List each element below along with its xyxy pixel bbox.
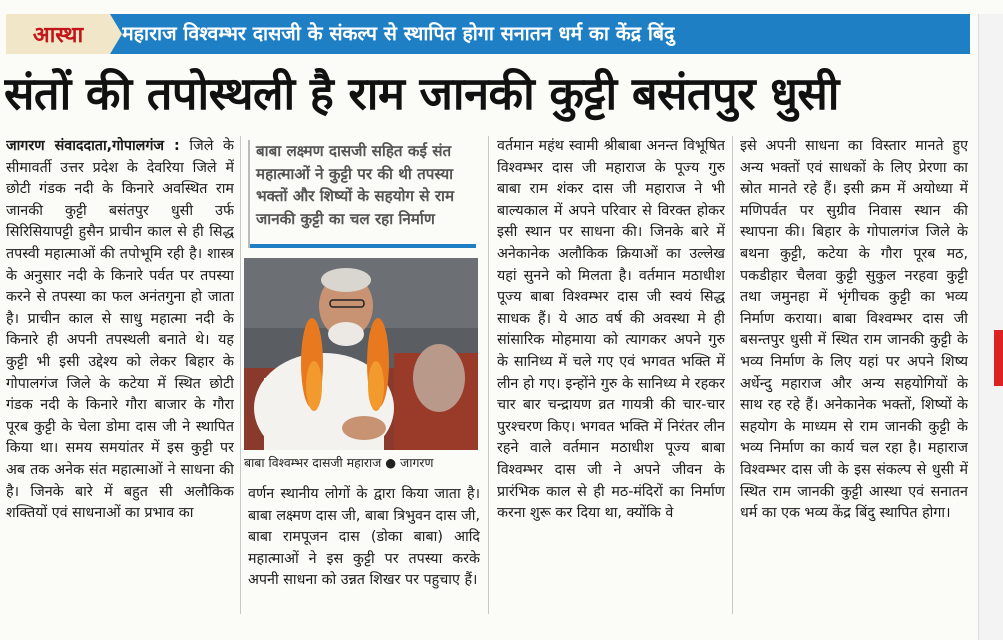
column-divider — [240, 136, 241, 614]
article-photo — [244, 258, 478, 450]
dateline: जागरण संवाददाता,गोपालगंज : — [6, 138, 180, 154]
column-4-text: इसे अपनी साधना का विस्तार मानते हुए अन्य भक्तों एवं साधकों के लिए प्रेरणा का स्रोत मानते रहे हैं। इसी क्रम में अयोध्या में मणिपर्वत पर सुग्रीव निवास स्थान की स्थापना की। बिहार के गोपालगंज जिले के बथना कुट्टी, कटेया के गौरा पूरब मठ, पकडीहार चैलवा कुट्टी सुकुल नरहवा कुट्टी तथा जमुनहा में भृंगीचक कुट्टी का भव्य निर्माण कराया। बाबा विश्वम्भर दास जी बसन्तपुर धुसी में स्थित राम जानकी कुट्टी के भव्य निर्माण के लिए यहां पर अपने शिष्य अर्धेन्दु महाराज और अन्य सहयोगियों के साथ रह रहे हैं। अनेकानेक भक्तों, शिष्यों के सहयोग के माध्यम से राम जानकी कुट्टी के भव्य निर्माण का कार्य चल रहा है। महाराज विश्वम्भर दास जी के इस संकल्प से धुसी में स्थित राम जानकी कुट्टी आस्था एवं सनातन धर्म का एक भव्य केंद्र बिंदु स्थापित होगा। — [740, 138, 968, 522]
headline: संतों की तपोस्थली है राम जानकी कुट्टी बसंतपुर धुसी — [4, 67, 839, 120]
photo-caption: बाबा विश्वम्भर दासजी महाराज ● जागरण — [244, 455, 434, 470]
column-divider — [732, 136, 733, 614]
article-column-1 — [6, 136, 234, 616]
adjacent-page-edge — [978, 14, 1003, 640]
kicker-text: महाराज विश्वम्भर दासजी के संकल्प से स्थापित होगा सनातन धर्म का केंद्र बिंदु — [122, 22, 675, 45]
pull-quote-rule — [250, 244, 476, 248]
article-column-4 — [740, 136, 968, 616]
column-3-text: वर्तमान महंथ स्वामी श्रीबाबा अनन्त विभूषित विश्वम्भर दास जी महाराज के पूज्य गुरु बाबा राम शंकर दास जी महाराज ने भी बाल्यकाल में अपने परिवार से विरक्त होकर इसी स्थान पर साधना की। जिनके बारे में अनेकानेक अलौकिक क्रियाओं का उल्लेख यहां सुनने को मिलता है। वर्तमान मठाधीश पूज्य बाबा विश्वम्भर दास जी स्वयं सिद्ध साधक हैं। ये आठ वर्ष की अवस्था मे ही सांसारिक मोहमाया को त्यागकर अपने गुरु के सानिध्य में चले गए एवं भगवत भक्ति में लीन हो गए। इन्होंने गुरु के सानिध्य मे रहकर चार बार चन्द्रायण व्रत गायत्री की चार-चार पुरश्चरण किए। भगवत भक्ति में निरंतर लीन रहने वाले वर्तमान मठाधीश पूज्य बाबा विश्वम्भर दास जी ने अपने जीवन के प्रारंभिक काल से ही मठ-मंदिरों का निर्माण करना शुरू कर दिया था, क्योंकि वे — [497, 138, 725, 522]
column-1-text: जिले के सीमावर्ती उत्तर प्रदेश के देवरिया जिले में छोटी गंडक नदी के किनारे अवस्थित राम जानकी कुट्टी बसंतपुर धुसी उर्फ सिरिसियापट्टी हुसैन प्राचीन काल से ही सिद्ध तपस्वी महात्माओं की तपोभूमि रही है। शास्त्र के अनुसार नदी के किनारे पर्वत पर तपस्या करने से तपस्या का फल अनंतगुना हो जाता है। प्राचीन काल से साधु महात्मा नदी के किनारे ही अपनी तपस्थली बनाते थे। यह कुट्टी भी इसी उद्देश्य को लेकर बिहार के गोपालगंज जिले के कटेया में स्थित छोटी गंडक नदी के किनारे गौरा बाजार के गौरा पूरब कुट्टी के चेला डोमा दास जी ने स्थापित किया था। समय समयांतर में इस कुट्टी पर अब तक अनेक संत महात्माओं ने साधना की है। जिनके बारे में बहुत सी अलौकिक शक्तियों एवं साधनाओं का प्रभाव का — [6, 138, 234, 522]
column-divider — [488, 136, 489, 614]
adjacent-page-red-mark — [994, 330, 1003, 386]
column-2-text: वर्णन स्थानीय लोगों के द्वारा किया जाता है। बाबा लक्ष्मण दास जी, बाबा त्रिभुवन दास जी, बाबा रामपूजन दास (डोका बाबा) आदि महात्माओं ने इस कुट्टी पर तपस्या करके अपनी साधना को उन्नत शिखर पर पहुचाए हैं। — [248, 486, 480, 589]
pull-quote: बाबा लक्ष्मण दासजी सहित कई संत महात्माओं ने कुट्टी पर की थी तपस्या भक्तों और शिष्यों के सहयोग से राम जानकी कुट्टी का चल रहा निर्माण — [248, 140, 480, 248]
section-tag: आस्था — [6, 14, 110, 54]
article-column-2 — [248, 484, 480, 616]
saint-portrait-illustration — [244, 258, 478, 450]
article-column-3 — [497, 136, 725, 616]
column-1-paragraph — [6, 136, 234, 525]
